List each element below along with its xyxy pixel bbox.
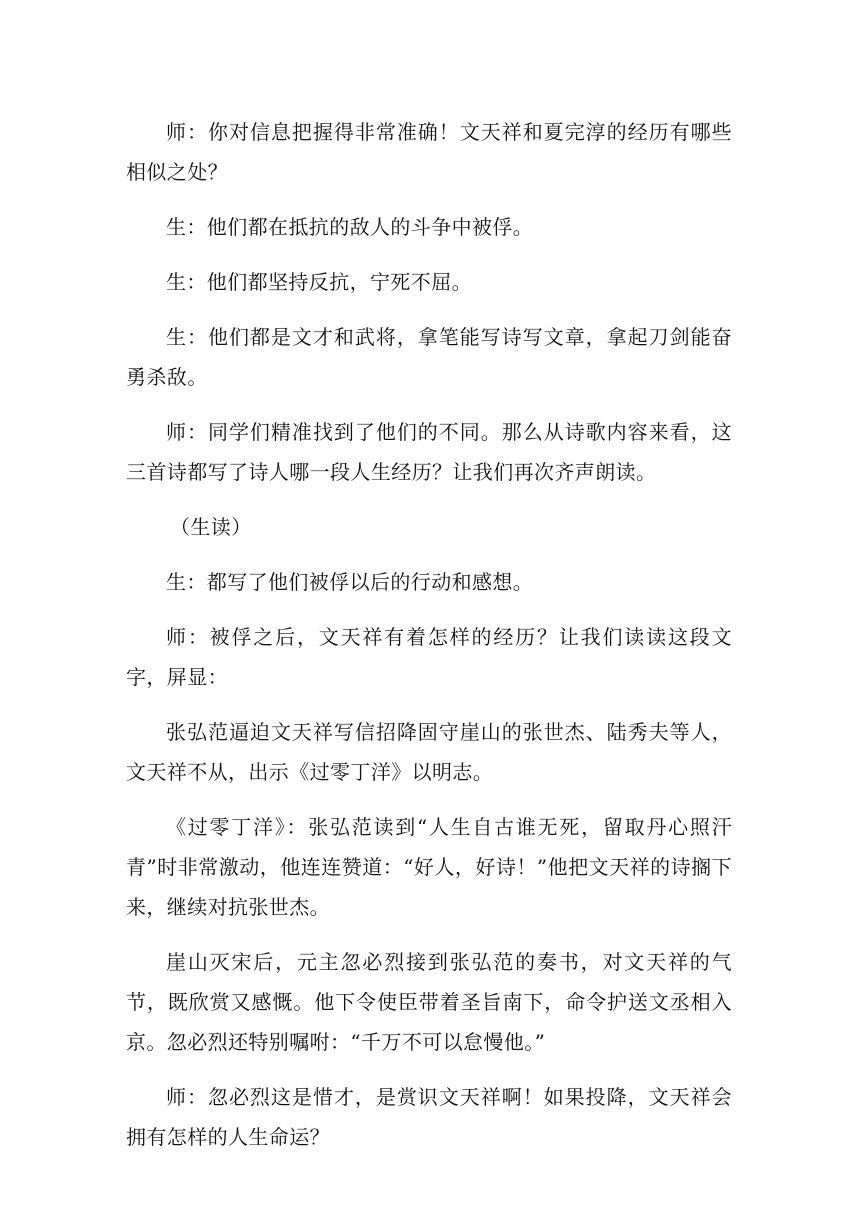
paragraph-12: 师：忽必烈这是惜才，是赏识文天祥啊！如果投降，文天祥会拥有怎样的人生命运？ <box>126 1085 732 1149</box>
document-body <box>126 112 732 1172</box>
paragraph-6: （生读） <box>170 515 252 539</box>
paragraph-5: 师：同学们精准找到了他们的不同。那么从诗歌内容来看，这三首诗都写了诗人哪一段人生经历？让我们再次齐声朗读。 <box>126 420 732 484</box>
paragraph-11: 崖山灭宋后，元主忽必烈接到张弘范的奏书，对文天祥的气节，既欣赏又感慨。他下令使臣带着圣旨南下，命令护送文丞相入京。忽必烈还特别嘱咐：“千万不可以怠慢他。” <box>126 950 732 1054</box>
paragraph-2: 生：他们都在抵抗的敌人的斗争中被俘。 <box>166 215 534 239</box>
paragraph-4: 生：他们都是文才和武将，拿笔能写诗写文章，拿起刀剑能奋勇杀敌。 <box>126 325 732 389</box>
paragraph-8: 师：被俘之后，文天祥有着怎样的经历？让我们读读这段文字，屏显： <box>126 625 732 689</box>
paragraph-10: 《过零丁洋》：张弘范读到“人生自古谁无死，留取丹心照汗青”时非常激动，他连连赞道：“好人，好诗！”他把文天祥的诗搁下来，继续对抗张世杰。 <box>126 815 732 919</box>
paragraph-7: 生：都写了他们被俘以后的行动和感想。 <box>166 570 534 594</box>
paragraph-1: 师：你对信息把握得非常准确！文天祥和夏完淳的经历有哪些相似之处？ <box>126 120 732 184</box>
paragraph-9: 张弘范逼迫文天祥写信招降固守崖山的张世杰、陆秀夫等人，文天祥不从，出示《过零丁洋》以明志。 <box>126 720 732 784</box>
paragraph-3: 生：他们都坚持反抗，宁死不屈。 <box>166 270 472 294</box>
